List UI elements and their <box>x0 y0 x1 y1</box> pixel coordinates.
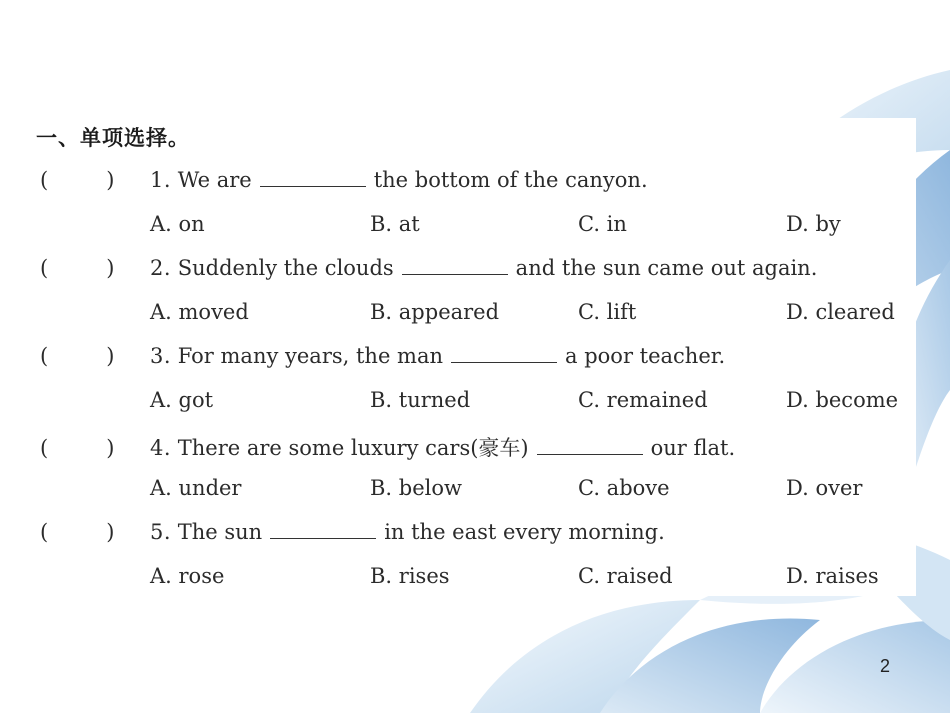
question-text-before: Suddenly the clouds <box>177 256 394 280</box>
option-d: D. raises <box>786 564 879 588</box>
question-text-after: in the east every morning. <box>384 520 665 544</box>
question-number: 3. <box>150 344 172 368</box>
section-title: 一、单项选择。 <box>36 126 190 150</box>
option-b: B. appeared <box>370 300 500 324</box>
answer-blank[interactable] <box>402 256 508 275</box>
question-number: 1. <box>150 168 172 192</box>
answer-bracket[interactable]: ( ) <box>40 436 115 460</box>
option-d: D. become <box>786 388 899 412</box>
question-2 <box>40 256 817 286</box>
question-text-before: We are <box>177 168 252 192</box>
question-4 <box>40 432 735 462</box>
answer-bracket[interactable]: ( ) <box>40 168 115 192</box>
answer-blank[interactable] <box>451 344 557 363</box>
answer-bracket[interactable]: ( ) <box>40 520 115 544</box>
option-b: B. at <box>370 212 420 236</box>
option-d: D. cleared <box>786 300 895 324</box>
question-number: 5. <box>150 520 172 544</box>
option-b: B. below <box>370 476 462 500</box>
answer-bracket[interactable]: ( ) <box>40 256 115 280</box>
option-c: C. above <box>578 476 670 500</box>
question-3 <box>40 344 725 374</box>
question-number: 2. <box>150 256 172 280</box>
option-c: C. in <box>578 212 627 236</box>
question-number: 4. <box>150 436 172 460</box>
option-d: D. over <box>786 476 863 500</box>
question-text-after: and the sun came out again. <box>515 256 818 280</box>
answer-blank[interactable] <box>260 168 366 187</box>
question-text-before: There are some luxury cars(豪车) <box>177 436 529 460</box>
answer-blank[interactable] <box>270 520 376 539</box>
question-text-after: the bottom of the canyon. <box>373 168 648 192</box>
question-text-before: For many years, the man <box>177 344 444 368</box>
page-number: 2 <box>880 656 891 676</box>
option-a: A. moved <box>150 300 249 324</box>
question-5 <box>40 520 665 550</box>
option-c: C. remained <box>578 388 708 412</box>
option-a: A. rose <box>150 564 225 588</box>
option-a: A. on <box>150 212 205 236</box>
option-c: C. lift <box>578 300 637 324</box>
answer-blank[interactable] <box>537 436 643 455</box>
option-a: A. under <box>150 476 242 500</box>
question-text-before: The sun <box>177 520 263 544</box>
question-text-after: a poor teacher. <box>565 344 726 368</box>
question-text-after: our flat. <box>650 436 736 460</box>
option-c: C. raised <box>578 564 673 588</box>
answer-bracket[interactable]: ( ) <box>40 344 115 368</box>
option-b: B. turned <box>370 388 471 412</box>
option-b: B. rises <box>370 564 450 588</box>
option-a: A. got <box>150 388 214 412</box>
question-1 <box>40 168 648 198</box>
option-d: D. by <box>786 212 841 236</box>
